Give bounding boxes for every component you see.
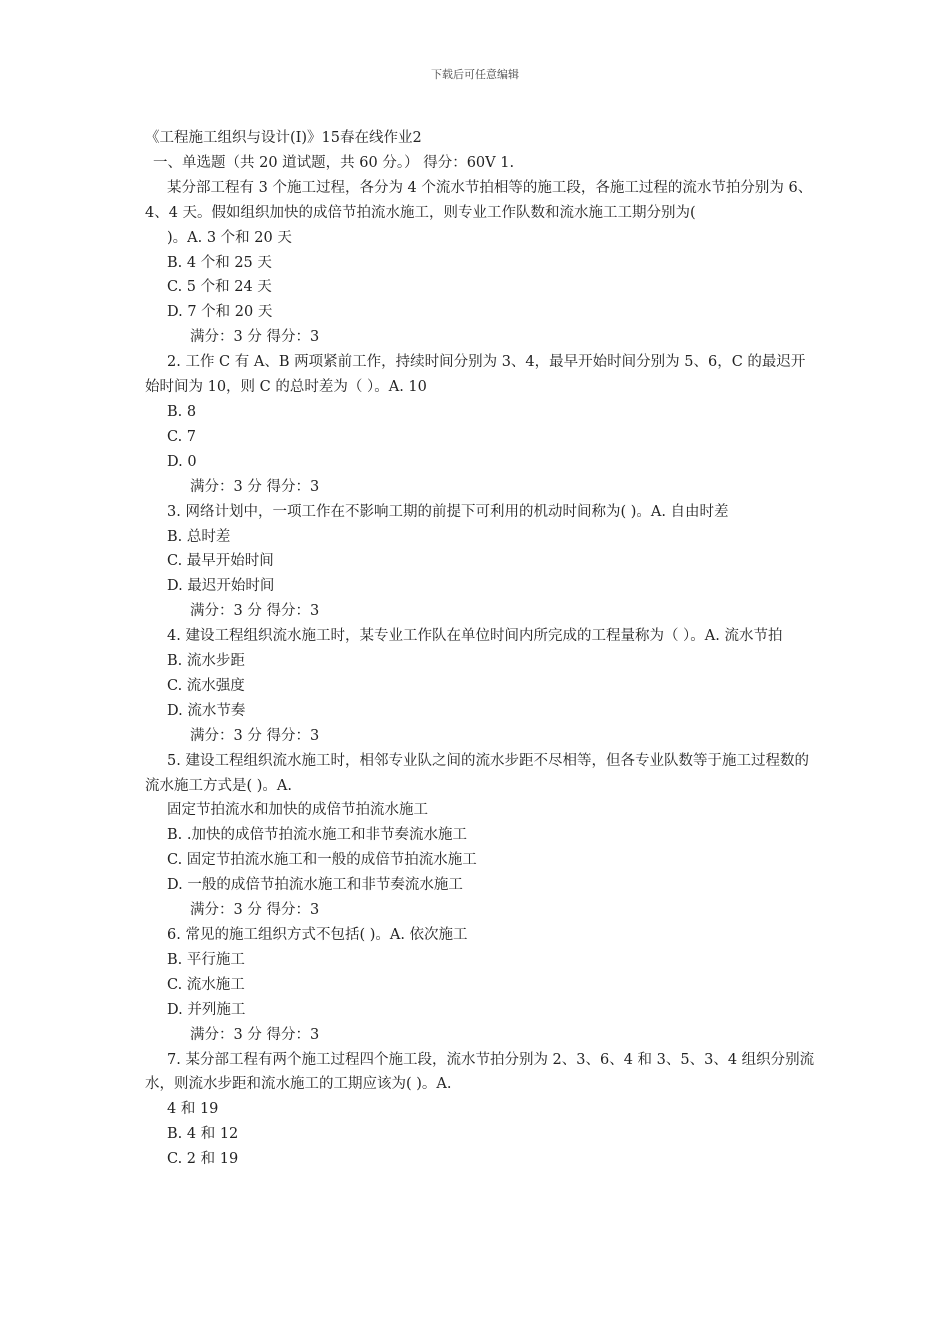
question-2-score: 满分：3 分 得分：3 <box>190 478 320 495</box>
page-header: 下载后可任意编辑 <box>431 68 519 81</box>
question-3-option-b: B. 总时差 <box>167 528 231 545</box>
question-6-score: 满分：3 分 得分：3 <box>190 1026 320 1043</box>
document-body <box>145 126 815 1172</box>
question-5-score: 满分：3 分 得分：3 <box>190 902 320 919</box>
question-4-option-c: C. 流水强度 <box>167 677 245 694</box>
question-4-option-d: D. 流水节奏 <box>167 702 246 719</box>
question-4-score: 满分：3 分 得分：3 <box>190 727 320 744</box>
question-3-option-c: C. 最早开始时间 <box>167 553 274 570</box>
question-1-option-d: D. 7 个和 20 天 <box>167 304 273 321</box>
question-7-option-a: 4 和 19 <box>167 1101 219 1118</box>
question-3-stem: 3. 网络计划中，一项工作在不影响工期的前提下可利用的机动时间称为( )。A. 自由时差 <box>167 503 729 520</box>
question-5-option-b: B. .加快的成倍节拍流水施工和非节奏流水施工 <box>167 827 467 844</box>
question-3-option-d: D. 最迟开始时间 <box>167 578 275 595</box>
section-heading: 一、单选题（共 20 道试题，共 60 分。） 得分：60V 1. <box>153 154 515 171</box>
question-6-option-d: D. 并列施工 <box>167 1001 246 1018</box>
question-1-option-a: )。A. 3 个和 20 天 <box>167 229 292 246</box>
document-title: 《工程施工组织与设计(I)》15春在线作业2 <box>145 130 422 146</box>
question-5-option-d: D. 一般的成倍节拍流水施工和非节奏流水施工 <box>167 877 463 894</box>
question-1-stem: 某分部工程有 3 个施工过程，各分为 4 个流水节拍相等的施工段，各施工过程的流水节拍分别为 6、4、4 天。假如组织加快的成倍节拍流水施工，则专业工作队数和流水施工工期分别为( <box>145 179 813 221</box>
question-1-option-c: C. 5 个和 24 天 <box>167 279 272 296</box>
question-7-option-b: B. 4 和 12 <box>167 1126 239 1143</box>
question-6-option-c: C. 流水施工 <box>167 976 245 993</box>
question-2-option-b: B. 8 <box>167 403 197 420</box>
question-6-stem: 6. 常见的施工组织方式不包括( )。A. 依次施工 <box>167 927 468 943</box>
question-5-stem: 5. 建设工程组织流水施工时，相邻专业队之间的流水步距不尽相等，但各专业队数等于施工过程数的流水施工方式是( )。A. <box>145 752 809 794</box>
question-2-option-c: C. 7 <box>167 428 197 445</box>
question-2-option-d: D. 0 <box>167 453 197 470</box>
question-6-option-b: B. 平行施工 <box>167 951 245 968</box>
question-7-stem: 7. 某分部工程有两个施工过程四个施工段，流水节拍分别为 2、3、6、4 和 3、5、3、4 组织分别流水，则流水步距和流水施工的工期应该为( )。A. <box>145 1051 815 1093</box>
question-5-option-a: 固定节拍流水和加快的成倍节拍流水施工 <box>167 802 428 819</box>
question-1-option-b: B. 4 个和 25 天 <box>167 254 272 271</box>
question-4-option-b: B. 流水步距 <box>167 653 245 670</box>
question-5-option-c: C. 固定节拍流水施工和一般的成倍节拍流水施工 <box>167 852 477 869</box>
question-7-option-c: C. 2 和 19 <box>167 1151 239 1168</box>
question-1-score: 满分：3 分 得分：3 <box>190 329 320 346</box>
question-3-score: 满分：3 分 得分：3 <box>190 603 320 620</box>
question-2-stem: 2. 工作 C 有 A、B 两项紧前工作，持续时间分别为 3、4，最早开始时间分别为 5、6，C 的最迟开始时间为 10，则 C 的总时差为（ ）。A. 10 <box>145 354 806 396</box>
question-4-stem: 4. 建设工程组织流水施工时，某专业工作队在单位时间内所完成的工程量称为（ ）。A. 流水节拍 <box>167 628 783 645</box>
